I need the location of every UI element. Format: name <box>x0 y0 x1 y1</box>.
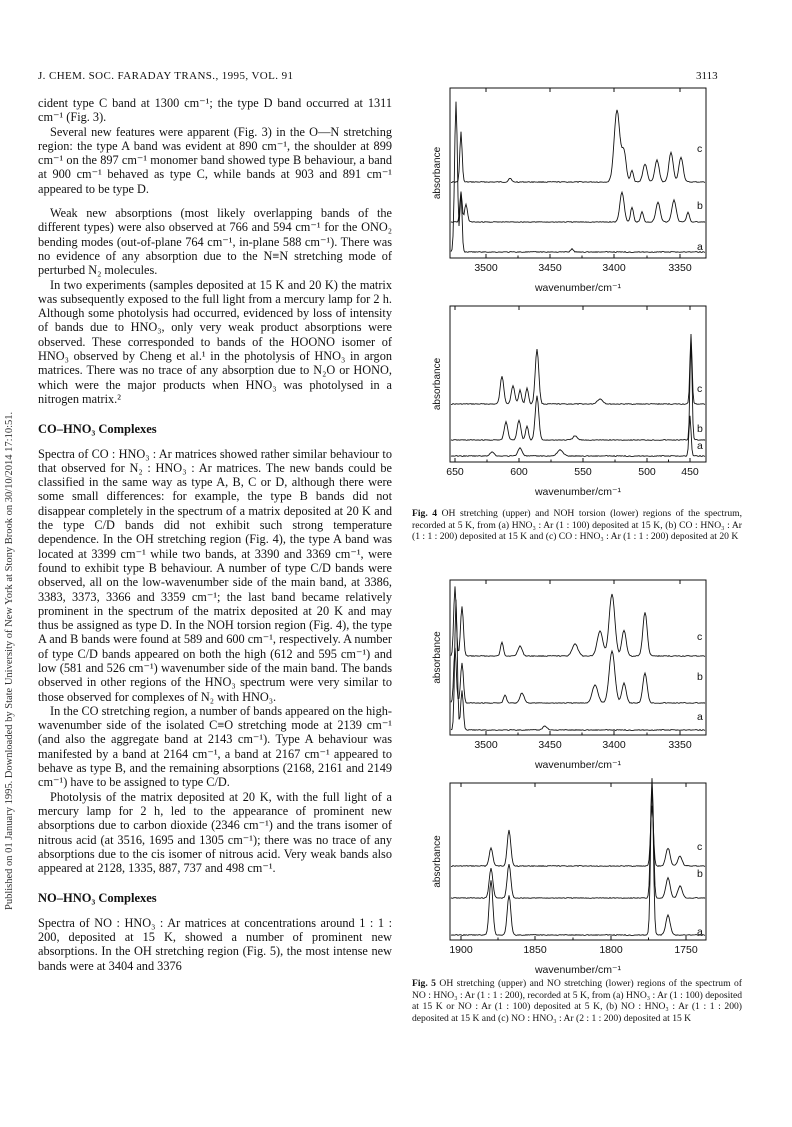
section-heading: NO–HNO₃ Complexes <box>38 891 157 906</box>
x-tick-label: 1850 <box>523 944 547 956</box>
x-axis-label: wavenumber/cm⁻¹ <box>534 282 622 294</box>
fig4-caption <box>412 508 742 543</box>
fig5-upper-panel <box>432 580 706 771</box>
paragraph: cident type C band at 1300 cm⁻¹; the type D band occurred at 1311 cm⁻¹ (Fig. 3). <box>38 96 392 125</box>
running-header: J. CHEM. SOC. FARADAY TRANS., 1995, VOL. 91 <box>38 70 294 82</box>
paragraph: In the CO stretching region, a number of bands appeared on the high-wavenumber side of the isolated C≡O stretching mode at 2139 cm⁻¹ (and also the aggregate band at 2143 cm⁻¹). Type A behaviour was manifested by a band at 2164 cm⁻¹, a band at 2167 cm⁻¹ appeared to behave as type B, and the remaining absorptions (2168, 2161 and 2149 cm⁻¹) have to be assigned to type C/D. <box>38 703 392 790</box>
spectrum-trace <box>451 600 705 731</box>
y-axis-label: absorbance <box>432 835 443 888</box>
paragraph: Spectra of CO : HNO₃ : Ar matrices showed rather similar behaviour to that observed for N₂ : HNO₃ : Ar matrices. The new bands could be classified in the same way as type A, B, C or D, although there were some small differences: for example, the type B bands did not disappear completely in the spectrum of a matrix deposited at 20 K and the type C/D bands did not exhibit such strong temperature dependence. In the OH stretching region (Fig. 4), the type A band was located at 3399 cm⁻¹ while two bands, at 3390 and 3369 cm⁻¹, were found to exhibit type B behaviour. A number of type C/D bands were observed, all on the low-wavenumber side of the main band, at 3386, 3383, 3373, 3366 and 3359 cm⁻¹; the last band became relatively prominent in the spectrum of the matrix deposited at 20 K and may thus be assigned as type D. In the NOH torsion region (Fig. 4), the type A and B bands were found at 589 and 600 cm⁻¹, respectively. A number of type C/D bands appeared on both the high (612 and 595 cm⁻¹) and low (581 and 526 cm⁻¹) wavenumber side of the main band. The bands observed in other regions of the HNO₃ spectrum were very similar to those observed for complexes of N₂ with HNO₃. <box>38 446 392 704</box>
fig5-caption <box>412 978 742 1024</box>
trace-label: b <box>697 423 703 435</box>
trace-label: b <box>697 868 703 880</box>
y-axis-label: absorbance <box>432 357 443 411</box>
trace-label: b <box>697 671 703 683</box>
x-tick-label: 600 <box>510 466 528 478</box>
section-heading: CO–HNO₃ Complexes <box>38 422 157 437</box>
spectrum-trace <box>451 192 705 223</box>
spectrum-trace <box>451 340 705 440</box>
x-axis-label: wavenumber/cm⁻¹ <box>534 486 622 498</box>
x-tick-label: 3400 <box>602 739 626 751</box>
fig4-upper-panel <box>432 88 706 294</box>
trace-label: a <box>697 711 703 723</box>
paragraph: Photolysis of the matrix deposited at 20 K, with the full light of a mercury lamp for 2 h, led to the appearance of prominent new absorptions due to carbon dioxide (2346 cm⁻¹) and the trans isomer of nitrous acid (at 3516, 1695 and 1305 cm⁻¹); there was no trace of any absorptions due to the cis isomer of nitrous acid. Very weak bands also appeared at 2128, 1335, 887, 737 and 498 cm⁻¹. <box>38 789 392 876</box>
download-notice: Published on 01 January 1995. Downloaded by State University of New York at Stony Brook on 30/10/2014 17:10:51. <box>4 411 15 910</box>
x-tick-label: 3350 <box>668 262 692 274</box>
x-tick-label: 1800 <box>599 944 623 956</box>
paragraph: Spectra of NO : HNO₃ : Ar matrices at concentrations around 1 : 1 : 200, deposited at 15 K, showed a number of prominent new absorptions. In the OH stretching region (Fig. 5), the most intense new bands were at 3404 and 3376 <box>38 915 392 973</box>
trace-label: a <box>697 241 703 253</box>
trace-label: c <box>697 143 703 155</box>
x-tick-label: 3500 <box>474 262 498 274</box>
x-tick-label: 450 <box>681 466 699 478</box>
trace-label: a <box>697 440 703 452</box>
x-tick-label: 550 <box>574 466 592 478</box>
x-axis-label: wavenumber/cm⁻¹ <box>534 759 622 771</box>
x-tick-label: 500 <box>638 466 656 478</box>
y-axis-label: absorbance <box>432 631 443 684</box>
fig5-caption-label: Fig. 5 <box>412 978 436 989</box>
x-tick-label: 3400 <box>602 262 626 274</box>
trace-label: c <box>697 631 703 643</box>
fig5-caption-text: OH stretching (upper) and NO stretching (lower) regions of the spectrum of NO : HNO₃ : Ar (1 : 1 : 200), recorded at 5 K, from (a) HNO₃ : Ar (1 : 100) deposited at 15 K or NO : Ar (1 : 100) deposited at 5 K, (b) NO : HNO₃ : Ar (1 : 1 : 200) deposited at 15 K and (c) NO : HNO₃ : Ar (2 : 1 : 200) deposited at 15 K <box>412 978 742 1024</box>
fig4-caption-label: Fig. 4 <box>412 508 438 519</box>
x-tick-label: 3500 <box>474 739 498 751</box>
trace-label: c <box>697 841 703 853</box>
spectrum-trace <box>451 416 705 457</box>
page-number: 3113 <box>696 70 718 82</box>
spectrum-trace <box>451 778 705 898</box>
x-tick-label: 3450 <box>538 739 562 751</box>
x-axis-label: wavenumber/cm⁻¹ <box>534 964 622 976</box>
fig4-caption-text: OH stretching (upper) and NOH torsion (lower) regions of the spectrum, recorded at 5 K, from (a) HNO₃ : Ar (1 : 100) deposited at 15 K, (b) CO : HNO₃ : Ar (1 : 1 : 200) deposited at 15 K and (c) CO : HNO₃ : Ar (1 : 1 : 200) deposited at 20 K <box>412 508 742 542</box>
paragraph: Several new features were apparent (Fig. 3) in the O—N stretching region: the type A band was evident at 890 cm⁻¹, the shoulder at 899 cm⁻¹ on the 897 cm⁻¹ monomer band showed type B behaviour, a band at 900 cm⁻¹ behaved as type C, while bands at 903 and 891 cm⁻¹ appeared to be type D. <box>38 124 392 196</box>
paragraph: Weak new absorptions (most likely overlapping bands of the different types) were also observed at 766 and 594 cm⁻¹ for the ONO₂ bending modes (out-of-plane 764 cm⁻¹, in-plane 588 cm⁻¹). There was no evidence of any absorption due to the N≡N stretching mode of perturbed N₂ molecules. <box>38 206 392 278</box>
spectrum-trace <box>451 334 705 404</box>
fig4-lower-panel <box>432 306 706 498</box>
y-axis-label: absorbance <box>432 146 443 200</box>
spectrum-trace <box>451 110 705 183</box>
spectrum-trace <box>451 586 705 656</box>
x-tick-label: 1900 <box>449 944 473 956</box>
trace-label: b <box>697 200 703 212</box>
trace-label: a <box>697 926 703 938</box>
plot-frame <box>450 580 706 735</box>
paragraph: In two experiments (samples deposited at 15 K and 20 K) the matrix was subsequently exposed to the full light from a mercury lamp for 2 h. Although some photolysis had occurred, evidenced by loss of intensity of bands due to HNO₃, only very weak product absorptions were observed. These corresponded to bands of the HOONO isomer of HNO₃ observed by Cheng et al.¹ in the photolysis of HNO₃ in argon matrices. There was no trace of any absorption due to N₂O or HONO, which were the major products when HNO₃ was photolysed in a nitrogen matrix.² <box>38 277 392 406</box>
x-tick-label: 650 <box>446 466 464 478</box>
x-tick-label: 3350 <box>668 739 692 751</box>
spectrum-trace <box>451 785 705 936</box>
fig5-lower-panel <box>432 778 706 976</box>
x-tick-label: 1750 <box>674 944 698 956</box>
trace-label: c <box>697 383 703 395</box>
x-tick-label: 3450 <box>538 262 562 274</box>
spectrum-trace <box>451 806 705 867</box>
